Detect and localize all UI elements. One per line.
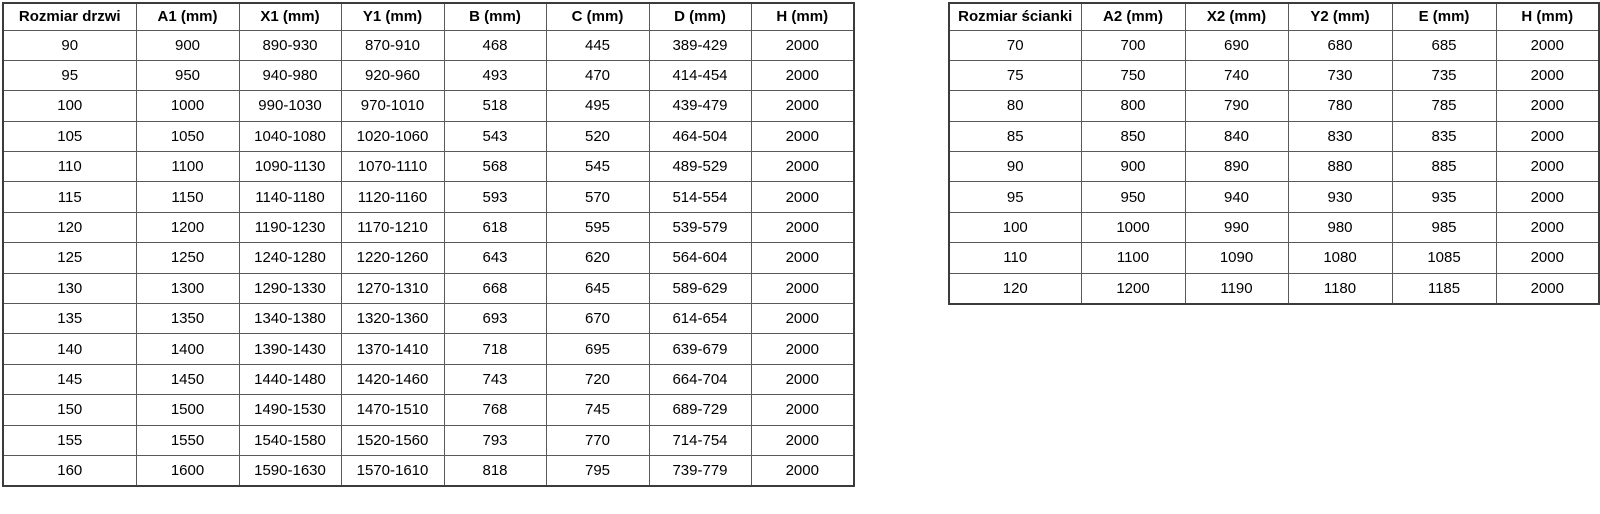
table-cell: 125 xyxy=(3,243,136,273)
table-cell: 545 xyxy=(546,152,649,182)
table-cell: 2000 xyxy=(751,182,854,212)
table-cell: 120 xyxy=(949,273,1081,303)
table-cell: 95 xyxy=(3,60,136,90)
table-cell: 1140-1180 xyxy=(239,182,341,212)
column-header: B (mm) xyxy=(444,3,546,30)
column-header: C (mm) xyxy=(546,3,649,30)
wall-table-header xyxy=(949,3,1599,30)
table-cell: 1490-1530 xyxy=(239,395,341,425)
table-cell: 793 xyxy=(444,425,546,455)
table-cell: 115 xyxy=(3,182,136,212)
table-cell: 389-429 xyxy=(649,30,751,60)
table-cell: 2000 xyxy=(751,60,854,90)
table-cell: 735 xyxy=(1392,60,1496,90)
table-cell: 714-754 xyxy=(649,425,751,455)
table-row xyxy=(949,60,1599,90)
table-cell: 1440-1480 xyxy=(239,364,341,394)
table-row xyxy=(3,304,854,334)
table-cell: 564-604 xyxy=(649,243,751,273)
table-cell: 90 xyxy=(3,30,136,60)
table-cell: 2000 xyxy=(751,395,854,425)
table-cell: 730 xyxy=(1288,60,1392,90)
table-cell: 840 xyxy=(1185,121,1288,151)
table-cell: 539-579 xyxy=(649,212,751,242)
table-cell: 1200 xyxy=(1081,273,1185,303)
table-cell: 2000 xyxy=(751,334,854,364)
table-cell: 1390-1430 xyxy=(239,334,341,364)
table-cell: 2000 xyxy=(751,243,854,273)
table-cell: 743 xyxy=(444,364,546,394)
table-cell: 1220-1260 xyxy=(341,243,444,273)
table-cell: 518 xyxy=(444,91,546,121)
table-cell: 1340-1380 xyxy=(239,304,341,334)
column-header: X2 (mm) xyxy=(1185,3,1288,30)
table-cell: 2000 xyxy=(1496,30,1599,60)
wall-table-body xyxy=(949,30,1599,304)
table-cell: 85 xyxy=(949,121,1081,151)
column-header: Y1 (mm) xyxy=(341,3,444,30)
table-cell: 830 xyxy=(1288,121,1392,151)
table-cell: 970-1010 xyxy=(341,91,444,121)
table-cell: 618 xyxy=(444,212,546,242)
table-cell: 2000 xyxy=(751,364,854,394)
table-row xyxy=(3,334,854,364)
table-cell: 1350 xyxy=(136,304,239,334)
table-cell: 2000 xyxy=(751,455,854,485)
table-cell: 1090 xyxy=(1185,243,1288,273)
table-cell: 489-529 xyxy=(649,152,751,182)
table-cell: 120 xyxy=(3,212,136,242)
table-cell: 568 xyxy=(444,152,546,182)
table-cell: 818 xyxy=(444,455,546,485)
table-cell: 1400 xyxy=(136,334,239,364)
table-cell: 135 xyxy=(3,304,136,334)
table-cell: 1470-1510 xyxy=(341,395,444,425)
table-cell: 2000 xyxy=(751,304,854,334)
table-cell: 780 xyxy=(1288,91,1392,121)
table-cell: 768 xyxy=(444,395,546,425)
table-cell: 2000 xyxy=(751,30,854,60)
table-cell: 689-729 xyxy=(649,395,751,425)
table-row xyxy=(949,273,1599,303)
table-row xyxy=(949,243,1599,273)
table-cell: 885 xyxy=(1392,152,1496,182)
table-cell: 870-910 xyxy=(341,30,444,60)
table-cell: 750 xyxy=(1081,60,1185,90)
column-header: H (mm) xyxy=(1496,3,1599,30)
table-cell: 1000 xyxy=(136,91,239,121)
column-header: E (mm) xyxy=(1392,3,1496,30)
table-cell: 1185 xyxy=(1392,273,1496,303)
column-header: Y2 (mm) xyxy=(1288,3,1392,30)
table-cell: 940-980 xyxy=(239,60,341,90)
table-cell: 990-1030 xyxy=(239,91,341,121)
table-row xyxy=(949,30,1599,60)
table-cell: 1100 xyxy=(136,152,239,182)
table-row xyxy=(949,212,1599,242)
table-cell: 930 xyxy=(1288,182,1392,212)
table-cell: 1170-1210 xyxy=(341,212,444,242)
table-cell: 790 xyxy=(1185,91,1288,121)
table-row xyxy=(949,182,1599,212)
table-cell: 1500 xyxy=(136,395,239,425)
header-row xyxy=(949,3,1599,30)
table-cell: 614-654 xyxy=(649,304,751,334)
table-cell: 1040-1080 xyxy=(239,121,341,151)
table-row xyxy=(949,121,1599,151)
table-cell: 1320-1360 xyxy=(341,304,444,334)
table-cell: 1200 xyxy=(136,212,239,242)
table-cell: 800 xyxy=(1081,91,1185,121)
table-cell: 795 xyxy=(546,455,649,485)
table-cell: 890 xyxy=(1185,152,1288,182)
column-header: A2 (mm) xyxy=(1081,3,1185,30)
column-header: X1 (mm) xyxy=(239,3,341,30)
table-cell: 645 xyxy=(546,273,649,303)
table-cell: 414-454 xyxy=(649,60,751,90)
table-cell: 785 xyxy=(1392,91,1496,121)
table-row xyxy=(3,60,854,90)
table-cell: 445 xyxy=(546,30,649,60)
table-cell: 2000 xyxy=(1496,212,1599,242)
table-cell: 1550 xyxy=(136,425,239,455)
table-cell: 740 xyxy=(1185,60,1288,90)
table-cell: 1250 xyxy=(136,243,239,273)
table-cell: 589-629 xyxy=(649,273,751,303)
table-cell: 739-779 xyxy=(649,455,751,485)
table-cell: 1270-1310 xyxy=(341,273,444,303)
table-cell: 595 xyxy=(546,212,649,242)
table-row xyxy=(3,273,854,303)
table-cell: 95 xyxy=(949,182,1081,212)
table-cell: 105 xyxy=(3,121,136,151)
table-cell: 493 xyxy=(444,60,546,90)
table-cell: 2000 xyxy=(751,91,854,121)
table-cell: 620 xyxy=(546,243,649,273)
table-cell: 1600 xyxy=(136,455,239,485)
table-cell: 1180 xyxy=(1288,273,1392,303)
table-cell: 700 xyxy=(1081,30,1185,60)
table-cell: 1100 xyxy=(1081,243,1185,273)
table-cell: 850 xyxy=(1081,121,1185,151)
table-cell: 900 xyxy=(1081,152,1185,182)
table-cell: 835 xyxy=(1392,121,1496,151)
table-cell: 1000 xyxy=(1081,212,1185,242)
table-cell: 80 xyxy=(949,91,1081,121)
table-cell: 1590-1630 xyxy=(239,455,341,485)
table-cell: 468 xyxy=(444,30,546,60)
table-row xyxy=(3,182,854,212)
wall-panel-sizes-table xyxy=(948,2,1600,305)
table-row xyxy=(949,91,1599,121)
table-cell: 2000 xyxy=(1496,60,1599,90)
table-cell: 720 xyxy=(546,364,649,394)
table-cell: 145 xyxy=(3,364,136,394)
table-cell: 950 xyxy=(1081,182,1185,212)
table-cell: 680 xyxy=(1288,30,1392,60)
table-cell: 2000 xyxy=(751,121,854,151)
table-cell: 1150 xyxy=(136,182,239,212)
table-cell: 718 xyxy=(444,334,546,364)
table-cell: 593 xyxy=(444,182,546,212)
door-table-body xyxy=(3,30,854,486)
table-cell: 1085 xyxy=(1392,243,1496,273)
table-row xyxy=(3,30,854,60)
column-header: Rozmiar ścianki xyxy=(949,3,1081,30)
table-cell: 745 xyxy=(546,395,649,425)
table-cell: 2000 xyxy=(751,425,854,455)
table-cell: 890-930 xyxy=(239,30,341,60)
table-cell: 150 xyxy=(3,395,136,425)
table-row xyxy=(3,91,854,121)
table-row xyxy=(3,121,854,151)
table-cell: 685 xyxy=(1392,30,1496,60)
table-row xyxy=(3,212,854,242)
table-cell: 693 xyxy=(444,304,546,334)
table-row xyxy=(3,243,854,273)
column-header: A1 (mm) xyxy=(136,3,239,30)
table-cell: 1080 xyxy=(1288,243,1392,273)
table-cell: 1450 xyxy=(136,364,239,394)
table-row xyxy=(3,152,854,182)
table-row xyxy=(3,425,854,455)
table-cell: 130 xyxy=(3,273,136,303)
table-cell: 1020-1060 xyxy=(341,121,444,151)
table-cell: 1290-1330 xyxy=(239,273,341,303)
table-cell: 2000 xyxy=(751,212,854,242)
table-cell: 140 xyxy=(3,334,136,364)
table-cell: 2000 xyxy=(751,273,854,303)
table-cell: 668 xyxy=(444,273,546,303)
table-row xyxy=(3,455,854,485)
table-cell: 110 xyxy=(3,152,136,182)
table-cell: 1570-1610 xyxy=(341,455,444,485)
table-cell: 990 xyxy=(1185,212,1288,242)
table-cell: 980 xyxy=(1288,212,1392,242)
table-cell: 1050 xyxy=(136,121,239,151)
table-cell: 100 xyxy=(3,91,136,121)
column-header: D (mm) xyxy=(649,3,751,30)
table-cell: 70 xyxy=(949,30,1081,60)
table-cell: 1070-1110 xyxy=(341,152,444,182)
table-cell: 464-504 xyxy=(649,121,751,151)
table-cell: 695 xyxy=(546,334,649,364)
table-cell: 950 xyxy=(136,60,239,90)
table-cell: 570 xyxy=(546,182,649,212)
table-cell: 1420-1460 xyxy=(341,364,444,394)
table-cell: 900 xyxy=(136,30,239,60)
table-cell: 2000 xyxy=(1496,91,1599,121)
table-cell: 880 xyxy=(1288,152,1392,182)
header-row xyxy=(3,3,854,30)
table-cell: 1190 xyxy=(1185,273,1288,303)
table-cell: 2000 xyxy=(1496,273,1599,303)
table-cell: 1370-1410 xyxy=(341,334,444,364)
table-row xyxy=(949,152,1599,182)
table-cell: 1300 xyxy=(136,273,239,303)
table-cell: 770 xyxy=(546,425,649,455)
table-cell: 2000 xyxy=(1496,152,1599,182)
table-cell: 2000 xyxy=(1496,121,1599,151)
table-cell: 935 xyxy=(1392,182,1496,212)
table-cell: 1090-1130 xyxy=(239,152,341,182)
table-cell: 543 xyxy=(444,121,546,151)
table-row xyxy=(3,364,854,394)
table-cell: 2000 xyxy=(751,152,854,182)
table-cell: 1540-1580 xyxy=(239,425,341,455)
table-cell: 1240-1280 xyxy=(239,243,341,273)
table-cell: 1120-1160 xyxy=(341,182,444,212)
table-cell: 643 xyxy=(444,243,546,273)
table-cell: 690 xyxy=(1185,30,1288,60)
table-cell: 155 xyxy=(3,425,136,455)
table-cell: 514-554 xyxy=(649,182,751,212)
table-cell: 439-479 xyxy=(649,91,751,121)
column-header: Rozmiar drzwi xyxy=(3,3,136,30)
table-cell: 470 xyxy=(546,60,649,90)
table-cell: 160 xyxy=(3,455,136,485)
table-cell: 2000 xyxy=(1496,182,1599,212)
column-header: H (mm) xyxy=(751,3,854,30)
table-cell: 940 xyxy=(1185,182,1288,212)
table-cell: 520 xyxy=(546,121,649,151)
door-sizes-table xyxy=(2,2,855,487)
table-row xyxy=(3,395,854,425)
table-cell: 2000 xyxy=(1496,243,1599,273)
table-cell: 110 xyxy=(949,243,1081,273)
table-cell: 664-704 xyxy=(649,364,751,394)
table-cell: 495 xyxy=(546,91,649,121)
table-cell: 90 xyxy=(949,152,1081,182)
door-table-header xyxy=(3,3,854,30)
table-cell: 670 xyxy=(546,304,649,334)
table-cell: 100 xyxy=(949,212,1081,242)
table-cell: 1190-1230 xyxy=(239,212,341,242)
table-cell: 75 xyxy=(949,60,1081,90)
table-cell: 1520-1560 xyxy=(341,425,444,455)
table-cell: 985 xyxy=(1392,212,1496,242)
table-cell: 920-960 xyxy=(341,60,444,90)
table-cell: 639-679 xyxy=(649,334,751,364)
